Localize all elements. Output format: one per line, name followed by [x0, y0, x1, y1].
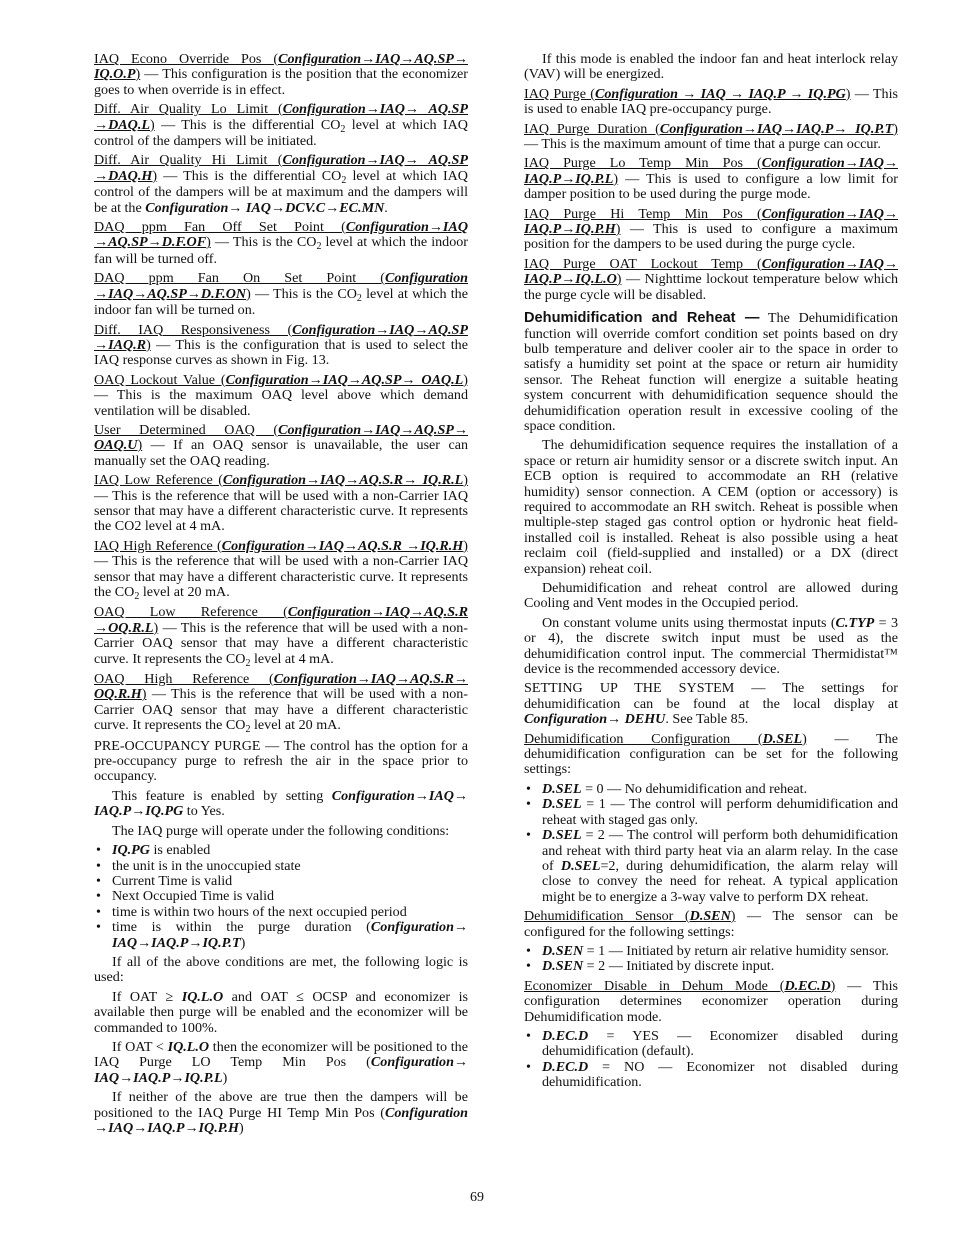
iaq-high-reference: IAQ High Reference (Configuration→IAQ→AQ.S.R →IQ.R.H) — This is the reference that will be used with a non-Carrier IAQ sensor that may have a different characteristic curve. It represents the $CO_2$ level at 20 mA.	[94, 537, 468, 602]
setting-up-system: SETTING UP THE SYSTEM — The settings for dehumidification can be found at the local display at Configuration→ DEHU. See Table 85.	[524, 680, 898, 728]
iaq-purge-hi-temp-min-pos: IAQ Purge Hi Temp Min Pos (Configuration→IAQ→ IAQ.P→IQ.P.H) — This is used to configure a maximum position for the dampers to be used during the purge cycle.	[524, 205, 898, 253]
daq-fan-on-set-point: DAQ ppm Fan On Set Point (Configuration →IAQ→AQ.SP→D.F.ON) — This is the $CO_2$ level at which the indoor fan will be turned on.	[94, 270, 468, 319]
feature-enable-text: This feature is enabled by setting Configuration→IAQ→ IAQ.P→IQ.PG to Yes.	[94, 787, 468, 820]
diff-iaq-responsiveness: Diff. IAQ Responsiveness (Configuration→IAQ→AQ.SP →IAQ.R) — This is the configuration that is used to select the IAQ response curves as shown in Fig. 13.	[94, 321, 468, 369]
iaq-econo-override-pos: IAQ Econo Override Pos (Configuration→IAQ→AQ.SP→ IQ.O.P) — This configuration is the position that the economizer goes to when override is in effect.	[94, 51, 468, 98]
pre-occupancy-purge: PRE-OCCUPANCY PURGE — The control has the option for a pre-occupancy purge to refresh the air in the space prior to occupancy.	[94, 737, 468, 785]
decd-list	[524, 1029, 898, 1091]
logic-neither: If neither of the above are true then the dampers will be positioned to the IAQ Purge HI Temp Min Pos (Configuration →IAQ→IAQ.P→IQ.P.H)	[94, 1089, 468, 1136]
iaq-purge-duration: IAQ Purge Duration (Configuration→IAQ→IAQ.P→ IQ.P.T) — This is the maximum amount of time that a purge can occur.	[524, 120, 898, 153]
constant-volume-text: On constant volume units using thermostat inputs (C.TYP = 3 or 4), the discrete switch input must be used as the dehumidification control input. The commercial Thermidistat™ device is the recommended accessory device.	[524, 614, 898, 678]
iaq-purge-lo-temp-min-pos: IAQ Purge Lo Temp Min Pos (Configuration→IAQ→ IAQ.P→IQ.P.L) — This is used to configure a low limit for damper position to be used during the purge mode.	[524, 155, 898, 203]
left-column	[94, 52, 468, 1140]
iaq-purge-oat-lockout-temp: IAQ Purge OAT Lockout Temp (Configuration→IAQ→ IAQ.P→IQ.L.O) — Nighttime lockout temperature below which the purge cycle will be disabled.	[524, 255, 898, 303]
logic-oat-lt: If OAT < IQ.L.O then the economizer will be positioned to the IAQ Purge LO Temp Min Pos (Configuration→ IAQ→IAQ.P→IQ.P.L)	[94, 1038, 468, 1086]
list-item: • the unit is in the unoccupied state	[96, 857, 301, 874]
list-item: • D.SEL = 0 — No dehumidification and reheat.	[526, 780, 808, 797]
list-item: • time is within two hours of the next occupied period	[96, 903, 407, 920]
list-item: • IQ.PG is enabled	[96, 842, 211, 859]
user-determined-oaq: User Determined OAQ (Configuration→IAQ→AQ.SP→ OAQ.U) — If an OAQ sensor is unavailable, the user can manually set the OAQ reading.	[94, 421, 468, 469]
right-column	[524, 52, 898, 1095]
dehumidification-section: Dehumidification and Reheat — The Dehumidification function will override comfort condition set points based on dry bulb temperature and deliver cooler air to the space in order to satisfy a humidity set point at the space or return air humidity sensor. The Reheat function will energize a suitable heating system concurrent with dehumidification sequence should the dehumidification operation result in excessive cooling of the space condition.	[524, 310, 898, 434]
diff-air-quality-hi-limit: Diff. Air Quality Hi Limit (Configuration→IAQ→ AQ.SP →DAQ.H) — This is the differential $CO_2$ level at which IAQ control of the dampers will be at maximum and the dampers will be at the Configuration→ IAQ→DCV.C→EC.MN.	[94, 152, 468, 216]
oaq-lockout-value: OAQ Lockout Value (Configuration→IAQ→AQ.SP→ OAQ.L) — This is the maximum OAQ level above which demand ventilation will be disabled.	[94, 371, 468, 419]
list-item: • D.EC.D = NO — Economizer not disabled during dehumidification.	[526, 1058, 898, 1091]
oaq-high-reference: OAQ High Reference (Configuration→IAQ→AQ.S.R→ OQ.R.H) — This is the reference that will be used with a non-Carrier OAQ sensor that may have a different characteristic curve. It represents the $CO_2$ level at 20 mA.	[94, 671, 468, 736]
section-heading: Dehumidification and Reheat —	[524, 310, 760, 327]
diff-air-quality-lo-limit: Diff. Air Quality Lo Limit (Configuration→IAQ→ AQ.SP →DAQ.L) — This is the differential $CO_2$ level at which IAQ control of the dampers will be initiated.	[94, 101, 468, 150]
iaq-purge: IAQ Purge (Configuration → IAQ → IAQ.P → IQ.PG) — This is used to enable IAQ pre-occupancy purge.	[524, 85, 898, 118]
logic-intro: If all of the above conditions are met, the following logic is used:	[94, 953, 468, 986]
purge-conditions-intro: The IAQ purge will operate under the following conditions:	[112, 822, 450, 839]
iaq-low-reference: IAQ Low Reference (Configuration→IAQ→AQ.S.R→ IQ.R.L) — This is the reference that will be used with a non-Carrier IAQ sensor that may have a different characteristic curve. It represents the CO2 level at 4 mA.	[94, 472, 468, 535]
mode-enabled-text: If this mode is enabled the indoor fan and heat interlock relay (VAV) will be energized.	[524, 51, 898, 83]
daq-fan-off-set-point: DAQ ppm Fan Off Set Point (Configuration→IAQ →AQ.SP→D.F.OF) — This is the $CO_2$ level at which the indoor fan will be turned off.	[94, 219, 468, 267]
page-number: 69	[470, 1190, 484, 1205]
list-item: • D.SEL = 1 — The control will perform dehumidification and reheat with staged gas only.	[526, 796, 898, 828]
dsel-list	[524, 782, 898, 905]
list-item: • D.SEL = 2 — The control will perform both dehumidification and reheat with third party heat via an alarm relay. In the case of D.SEL=2, during dehumidification, the alarm relay will close to convey the need for reheat. A typical application might be to energize a 3-way valve to perform DX reheat.	[526, 827, 899, 905]
dehum-configuration: Dehumidification Configuration (D.SEL) — The dehumidification configuration can be set for the following settings:	[524, 730, 898, 778]
list-item: • D.SEN = 1 — Initiated by return air relative humidity sensor.	[526, 942, 889, 959]
economizer-disable-dehum: Economizer Disable in Dehum Mode (D.EC.D) — This configuration determines economizer operation during Dehumidification mode.	[524, 977, 898, 1025]
list-item: • Next Occupied Time is valid	[96, 888, 275, 905]
list-item: • time is within the purge duration (Configuration→ IAQ→IAQ.P→IQ.P.T)	[96, 919, 468, 951]
purge-conditions-list	[94, 843, 468, 951]
list-item: • Current Time is valid	[96, 872, 233, 889]
dehum-sensor: Dehumidification Sensor (D.SEN) — The sensor can be configured for the following settings:	[524, 908, 898, 940]
dsen-list	[524, 944, 898, 975]
oaq-low-reference: OAQ Low Reference (Configuration→IAQ→AQ.S.R →OQ.R.L) — This is the reference that will be used with a non-Carrier OAQ sensor that may have a different characteristic curve. It represents the $CO_2$ level at 4 mA.	[94, 604, 468, 669]
dehum-sequence-text: The dehumidification sequence requires the installation of a space or return air humidity sensor or a discrete switch input. An ECB option is required to accommodate an RH (relative humidity) sensor connection. A CEM (option or accessory) is required to accommodate an RH switch. Reheat is possible when multiple-step staged gas control option or hydronic heat field-installed coil is installed. Reheat is also possible using a heat reclaim coil (field-supplied and installed) or a DX (direct expansion) reheat coil.	[524, 437, 898, 577]
list-item: • D.SEN = 2 — Initiated by discrete input.	[526, 958, 775, 975]
list-item: • D.EC.D = YES — Economizer disabled during dehumidification (default).	[526, 1027, 898, 1060]
logic-oat-ge: If OAT ≥ IQ.L.O and OAT ≤ OCSP and economizer is available then purge will be enabled and the economizer will be commanded to 100%.	[94, 988, 468, 1036]
dehum-allowed-text: Dehumidification and reheat control are allowed during Cooling and Vent modes in the Occupied period.	[524, 580, 898, 612]
